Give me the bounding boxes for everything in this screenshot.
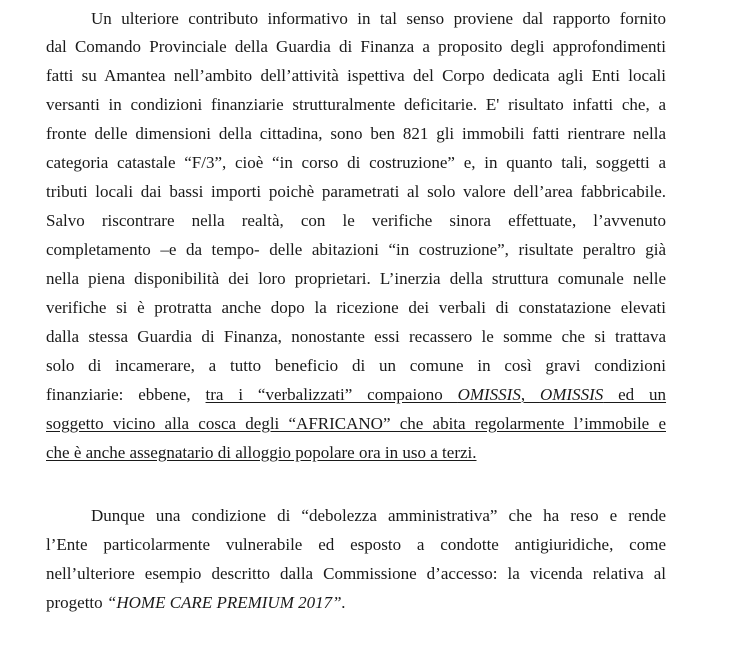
text-line [46, 297, 666, 319]
text-line [46, 36, 666, 58]
text-line [46, 413, 666, 435]
text-line [46, 534, 666, 556]
text-run: finanziarie: ebbene, [46, 385, 206, 404]
text-run: tributi locali dai bassi importi poichè parametrati al solo valore dell’area fabbricabile. [46, 182, 666, 201]
underlined-text: che è anche assegnatario di alloggio popolare ora in uso a terzi. [46, 443, 477, 462]
text-line [46, 563, 666, 585]
text-line [46, 181, 666, 203]
text-line [91, 8, 666, 30]
emphasis-text: OMISSIS [457, 385, 521, 404]
text-run: progetto [46, 593, 107, 612]
text-line [46, 326, 666, 348]
text-run: dalla stessa Guardia di Finanza, nonostante essi recassero le somme che si trattava [46, 327, 666, 346]
underlined-text: soggetto vicino alla cosca degli “AFRICANO” che abita regolarmente l’immobile e [46, 414, 666, 433]
underlined-text: , [520, 385, 540, 404]
text-run: nella piena disponibilità dei loro proprietari. L’inerzia della struttura comunale nelle [46, 269, 666, 288]
text-run: fronte delle dimensioni della cittadina, sono ben 821 gli immobili fatti rientrare nella [46, 124, 666, 143]
emphasis-text: OMISSIS [539, 385, 604, 404]
text-line [46, 442, 666, 464]
text-run: versanti in condizioni finanziarie strutturalmente deficitarie. E' risultato infatti che, a [46, 95, 666, 114]
text-run: verifiche si è protratta anche dopo la ricezione dei verbali di constatazione elevati [46, 298, 666, 317]
text-line [91, 505, 666, 527]
emphasis-text: “HOME CARE PREMIUM 2017”. [106, 593, 346, 612]
underlined-text: ed un [603, 385, 667, 404]
text-run: nell’ulteriore esempio descritto dalla Commissione d’accesso: la vicenda relativa al [46, 564, 666, 583]
text-run: l’Ente particolarmente vulnerabile ed esposto a condotte antigiuridiche, come [46, 535, 666, 554]
text-line [46, 210, 666, 232]
text-line [46, 268, 666, 290]
text-run: completamento –e da tempo- delle abitazioni “in costruzione”, risultate peraltro già [46, 240, 666, 259]
text-line [46, 239, 666, 261]
text-line [46, 94, 666, 116]
text-run: Dunque una condizione di “debolezza amministrativa” che ha reso e rende [91, 506, 666, 525]
text-run: dal Comando Provinciale della Guardia di Finanza a proposito degli approfondimenti [46, 37, 666, 56]
text-line [46, 592, 666, 614]
text-line [46, 355, 666, 377]
underlined-text: tra i “verbalizzati” compaiono [205, 385, 458, 404]
text-run: solo di incamerare, a tutto beneficio di un comune in così gravi condizioni [46, 356, 666, 375]
text-run: categoria catastale “F/3”, cioè “in corso di costruzione” e, in quanto tali, soggetti a [46, 153, 666, 172]
text-run: Salvo riscontrare nella realtà, con le verifiche sinora effettuate, l’avvenuto [46, 211, 666, 230]
text-line [46, 152, 666, 174]
text-line [46, 384, 666, 406]
text-line [46, 123, 666, 145]
text-line [46, 65, 666, 87]
text-run: Un ulteriore contributo informativo in tal senso proviene dal rapporto fornito [91, 9, 666, 28]
text-run: fatti su Amantea nell’ambito dell’attività ispettiva del Corpo dedicata agli Enti locali [46, 66, 666, 85]
